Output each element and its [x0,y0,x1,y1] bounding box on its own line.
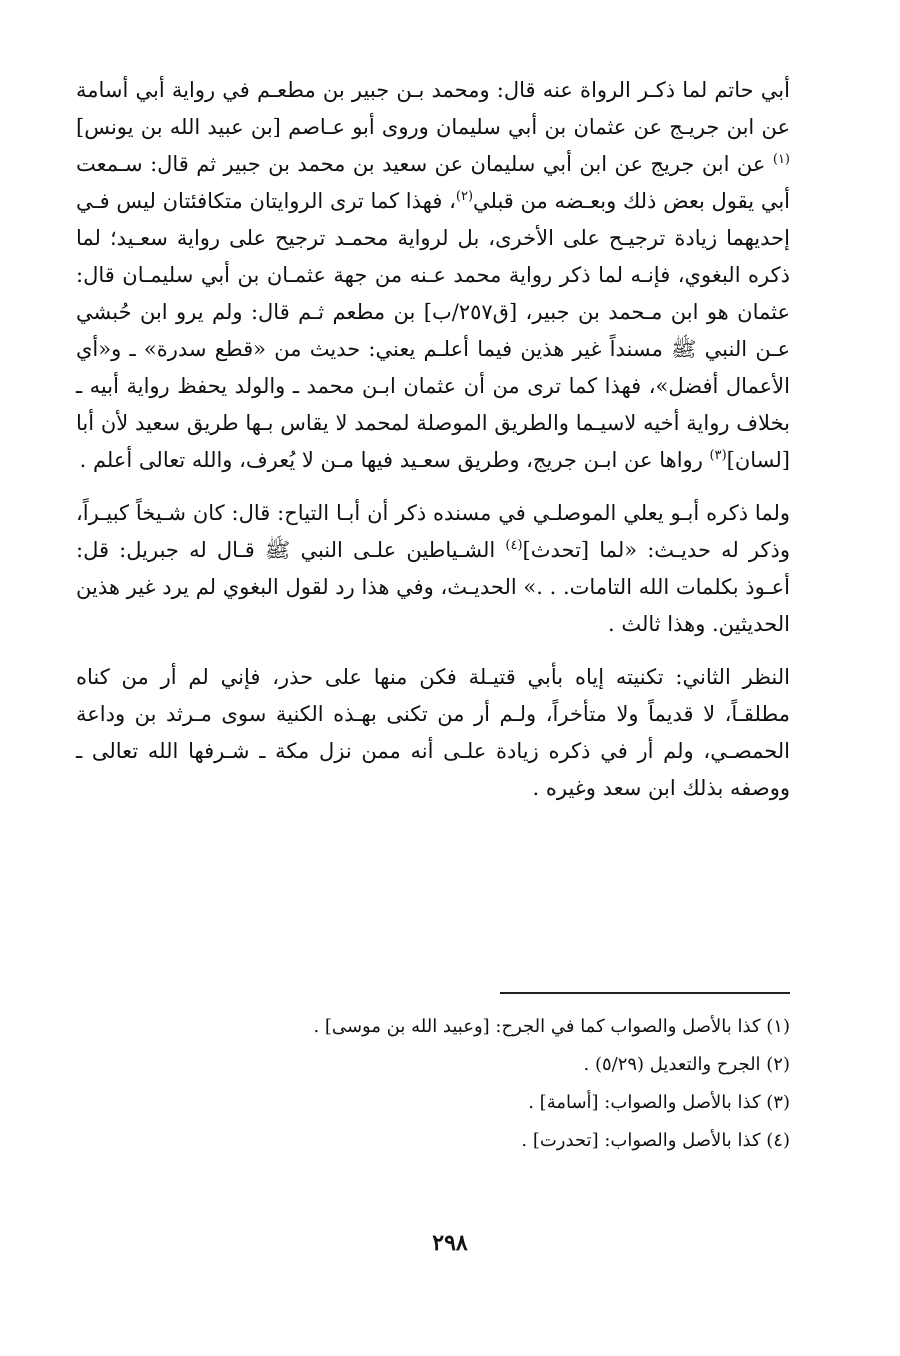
page-number: ٢٩٨ [432,1230,468,1256]
footnotes-list [76,1008,790,1160]
paragraph-text: عن ابن جريج عن ابن أبي سليمان عن سعيد بن محمد بن جبير ثم قال: سـمعت أبي يقول بعض ذلك وبعـضه من قبلي [76,152,791,213]
paragraph-text: أبي حاتم لما ذكـر الرواة عنه قال: ومحمد بـن جبير بن مطعـم في رواية أبي أسامة عن ابن جريـج عن عثمان بن أبي سليمان وروى أبو عـاصم [بن عبيد الله بن يونس] [76,78,790,139]
footnote-reference: (١) [772,152,790,167]
paragraph-text: رواها عن ابـن جريج، وطريق سعـيد فيها مـن لا يُعرف، والله تعالى أعلم . [79,448,710,472]
footnote-3: (٣) كذا بالأصل والصواب: [أسامة] . [528,1092,790,1113]
paragraph-text: ، فهذا كما ترى الروايتان متكافئتان ليس فـي إحديهما زيادة ترجيـح على الأخرى، بل لرواية محمـد ترجيح على رواية سعـيد؛ لما ذكره البغوي، فإنـه لما ذكر رواية محمد عـنه من جهة عثمـان بن أبي سليمـان قال: عثمان هو ابن مـحمد بن جبير، [ق٢٥٧/ب] بن مطعم ثـم قال: ولم يرو ابن حُبشي عـن النبي ﷺ مسنداً غير هذين فيما أعلـم يعني: حديث من «قطع سدرة» ـ و«أي الأعمال أفضل»، فهذا كما ترى من أن عثمان ابـن محمد ـ والولد يحفظ رواية أبيه ـ بخلاف رواية أخيه لاسيـما والطريق الموصلة لمحمد لا يقاس بـها طريق سعيد لأن أبا [لسان] [76,189,791,472]
paragraph-text: الشـياطين علـى النبي ﷺ قـال له جبريل: قل: أعـوذ بكلمات الله التامات. . .» الحديـث، وفي هذا رد لقول البغوي لم يرد غير هذين الحديثين. وهذا ثالث . [76,538,790,636]
paragraph-2 [76,495,790,643]
footnote-1: (١) كذا بالأصل والصواب كما في الجرح: [وعبيد الله بن موسى] . [313,1016,790,1037]
paragraph-text: النظر الثاني: تكنيته إياه بأبي قتيـلة فكن منها على حذر، فإني لم أر من كناه مطلقـاً، لا قديماً ولا متأخراً، ولـم أر من تكنى بهـذه الكنية سوى مـرثد بن وداعة الحمصـي، ولم أر في ذكره زيادة علـى أنه ممن نزل مكة ـ شـرفها الله تعالى ـ ووصفه بذلك ابن سعد وغيره . [76,665,790,800]
paragraph-3 [76,659,790,807]
footnote-reference: (٤) [505,538,523,553]
footnote-separator [500,992,790,994]
footnote-reference: (٣) [709,448,727,463]
paragraph-1 [76,72,790,479]
footnote-reference: (٢) [455,189,474,204]
footnote-4: (٤) كذا بالأصل والصواب: [تحدرت] . [521,1130,790,1151]
paragraph-text: ولما ذكره أبـو يعلي الموصلـي في مسنده ذكر أن أبـا التياح: قال: كان شـيخاً كبيـراً، وذكر له حديـث: «لما [تحدث] [76,501,790,562]
footnote-2: (٢) الجرح والتعديل (٥/٢٩) . [583,1054,790,1075]
main-text [76,72,790,807]
